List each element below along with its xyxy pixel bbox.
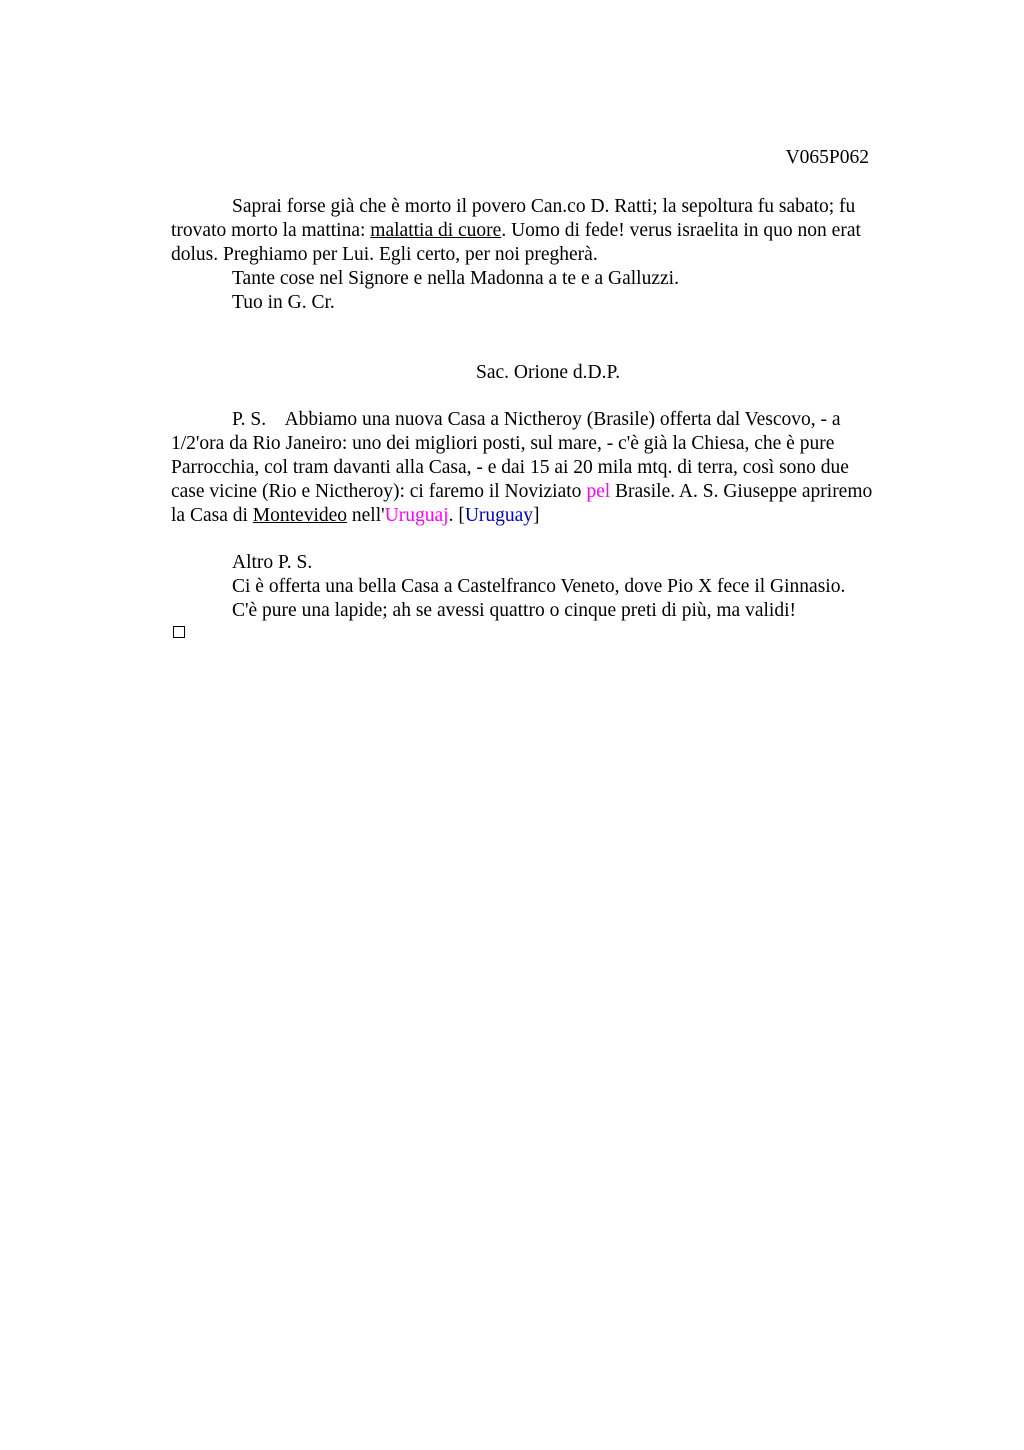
postscript-text: ]	[533, 505, 540, 526]
body-text: . Uomo di fede! verus israelita in quo non erat	[501, 220, 861, 241]
postscript-line	[171, 480, 916, 504]
postscript-1	[171, 408, 916, 528]
end-marker-box	[173, 626, 185, 638]
greeting-line: Tante cose nel Signore e nella Madonna a te e a Galluzzi.	[232, 268, 679, 289]
body-line	[171, 219, 916, 243]
body-text: trovato morto la mattina:	[171, 220, 371, 241]
highlighted-word-magenta: pel	[586, 481, 611, 502]
postscript-text: case vicine (Rio e Nictheroy): ci faremo il Noviziato	[171, 481, 587, 502]
postscript-line: P. S. Abbiamo una nuova Casa a Nictheroy (Brasile) offerta dal Vescovo, - a	[232, 409, 841, 430]
postscript-2	[171, 551, 916, 623]
postscript-heading: Altro P. S.	[232, 552, 313, 573]
postscript-line: Parrocchia, col tram davanti alla Casa, - e dai 15 ai 20 mila mtq. di terra, così sono due	[171, 457, 849, 478]
postscript-text: la Casa di	[171, 505, 253, 526]
reference-code: V065P062	[785, 147, 869, 168]
postscript-text: . [	[448, 505, 465, 526]
postscript-line: C'è pure una lapide; ah se avessi quattro o cinque preti di più, ma validi!	[232, 600, 796, 621]
closing-line: Tuo in G. Cr.	[232, 292, 335, 313]
underlined-phrase: malattia di cuore	[370, 220, 502, 241]
postscript-line: 1/2'ora da Rio Janeiro: uno dei migliori posti, sul mare, - c'è già la Chiesa, che è pure	[171, 433, 835, 454]
underlined-phrase: Montevideo	[252, 505, 348, 526]
body-line: Saprai forse già che è morto il povero Can.co D. Ratti; la sepoltura fu sabato; fu	[232, 196, 856, 217]
postscript-text: nell'	[347, 505, 385, 526]
postscript-text: Brasile. A. S. Giuseppe apriremo	[610, 481, 873, 502]
signature: Sac. Orione d.D.P.	[476, 362, 621, 383]
body-line: dolus. Preghiamo per Lui. Egli certo, per noi pregherà.	[171, 244, 598, 265]
postscript-line	[171, 504, 916, 528]
postscript-line: Ci è offerta una bella Casa a Castelfranco Veneto, dove Pio X fece il Ginnasio.	[232, 576, 846, 597]
highlighted-word-blue: Uruguay	[464, 505, 534, 526]
highlighted-word-magenta: Uruguaj	[384, 505, 449, 526]
letter-body	[171, 195, 916, 315]
